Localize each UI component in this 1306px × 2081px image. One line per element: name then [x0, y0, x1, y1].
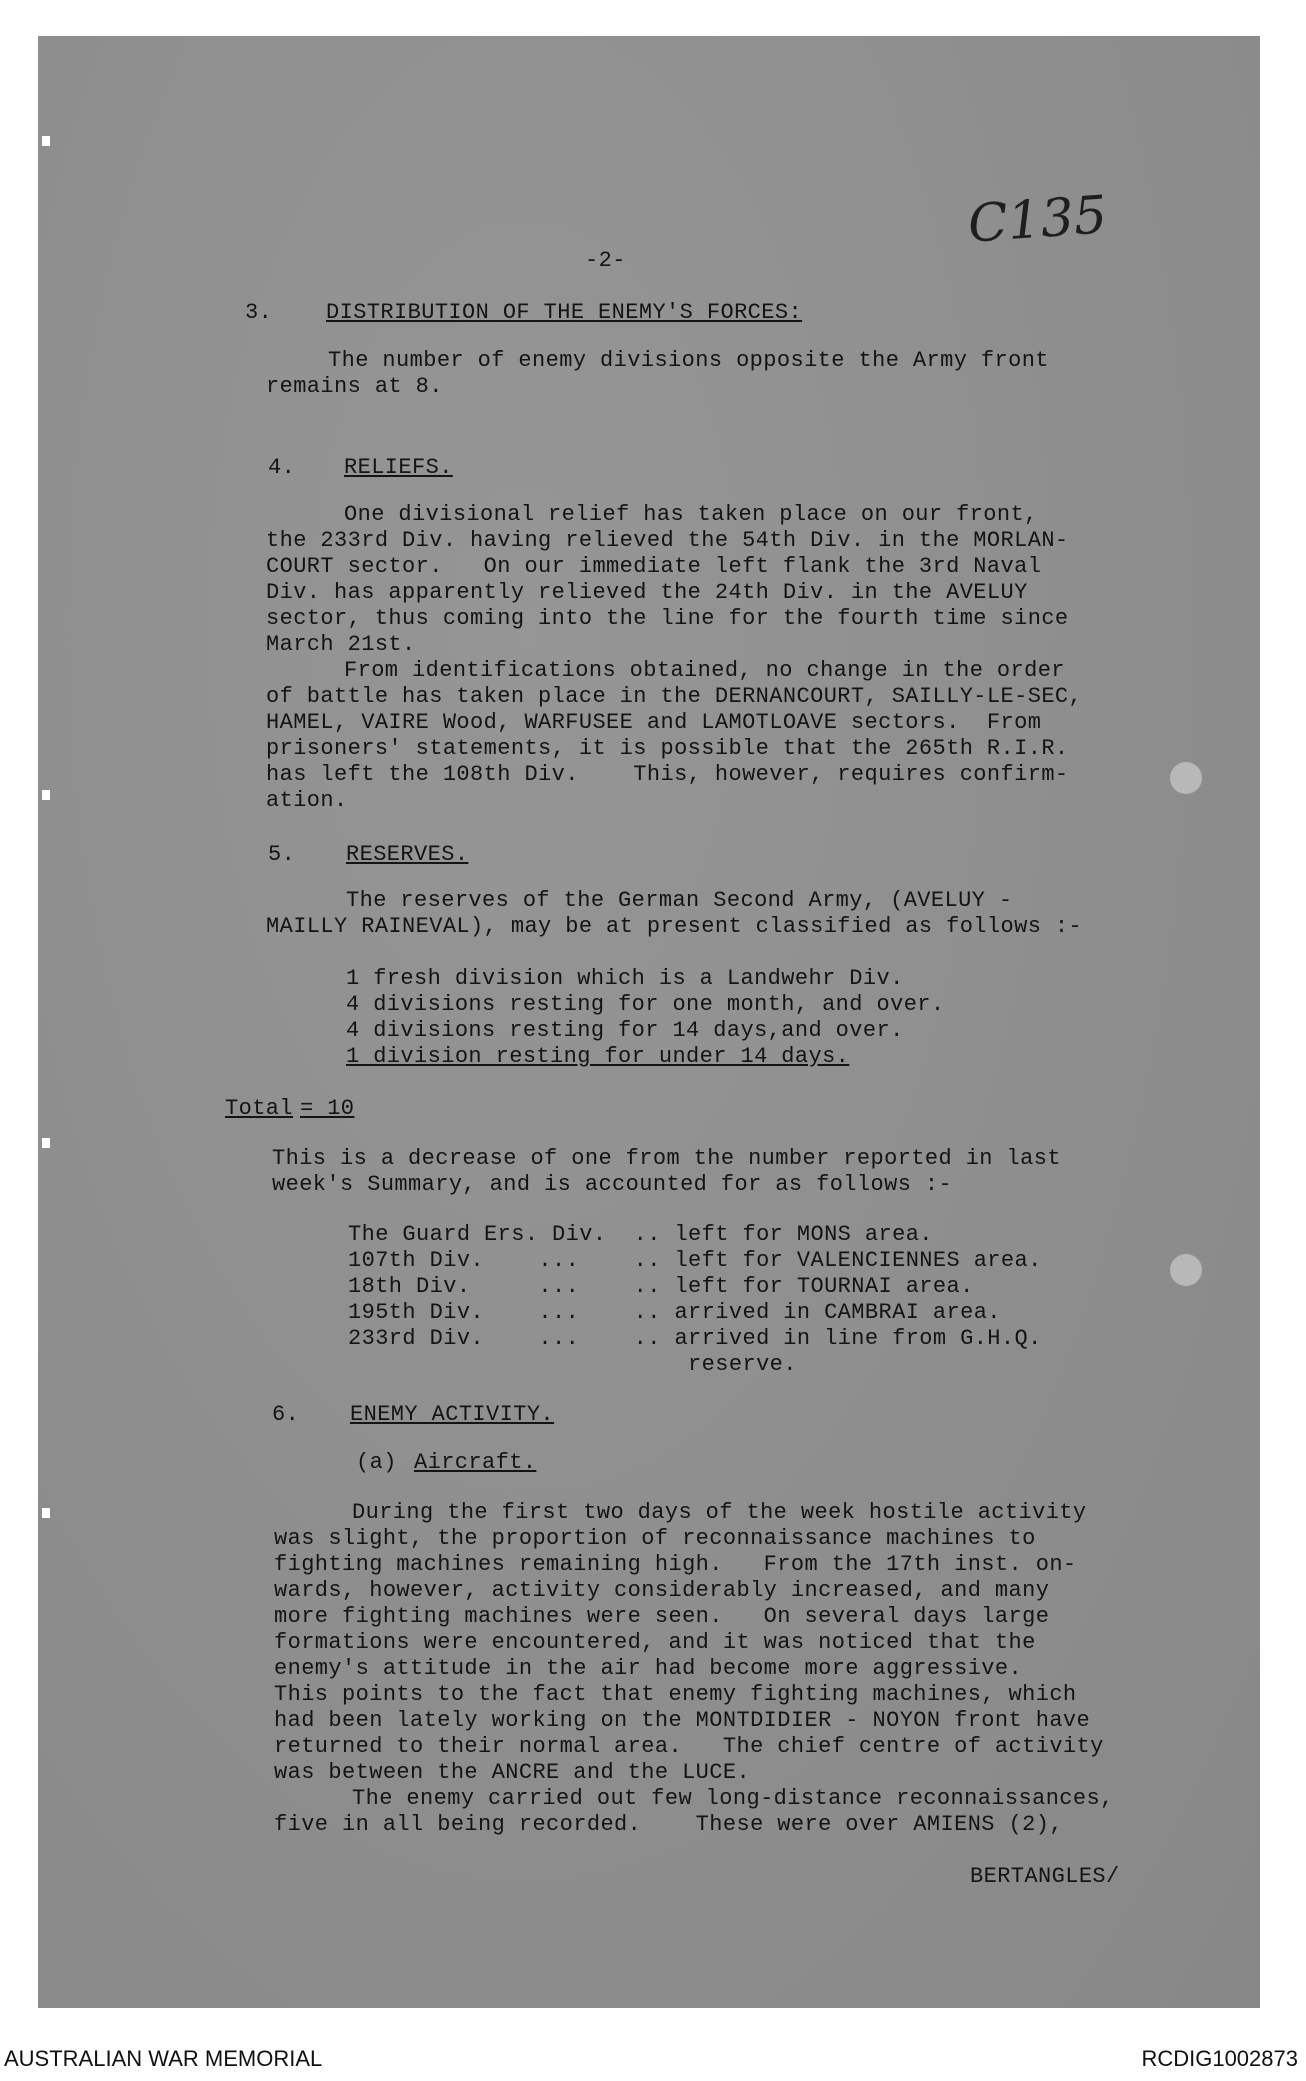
paragraph-line: remains at 8.: [266, 374, 443, 399]
edge-tear: [42, 1138, 50, 1148]
paragraph-line: week's Summary, and is accounted for as follows :-: [272, 1172, 953, 1197]
movement-line: The Guard Ers. Div. .. left for MONS area.: [348, 1222, 933, 1247]
punch-hole-top: [1170, 762, 1202, 794]
edge-tear: [42, 136, 50, 146]
catchword: BERTANGLES/: [970, 1864, 1120, 1889]
paragraph-line: This is a decrease of one from the number reported in last: [272, 1146, 1061, 1171]
section-heading: ENEMY ACTIVITY.: [350, 1402, 555, 1427]
paragraph-line: of battle has taken place in the DERNANCOURT, SAILLY-LE-SEC,: [266, 684, 1083, 709]
section-number: 5.: [268, 842, 296, 867]
paragraph-line: COURT sector. On our immediate left flank the 3rd Naval: [266, 554, 1042, 579]
handwritten-reference: C135: [966, 185, 1109, 255]
paragraph-line: MAILLY RAINEVAL), may be at present classified as follows :-: [266, 914, 1083, 939]
paragraph-line: more fighting machines were seen. On several days large: [274, 1604, 1050, 1629]
paragraph-line: Div. has apparently relieved the 24th Div. in the AVELUY: [266, 580, 1028, 605]
paragraph-line: five in all being recorded. These were over AMIENS (2),: [274, 1812, 1063, 1837]
section-heading: RESERVES.: [346, 842, 469, 867]
movement-line: 107th Div. ... .. left for VALENCIENNES area.: [348, 1248, 1042, 1273]
movement-line: 233rd Div. ... .. arrived in line from G.H.Q.: [348, 1326, 1042, 1351]
paragraph-line: enemy's attitude in the air had become more aggressive.: [274, 1656, 1023, 1681]
subsection-label: (a): [356, 1450, 397, 1475]
movement-line: reserve.: [348, 1352, 797, 1377]
paragraph-line: HAMEL, VAIRE Wood, WARFUSEE and LAMOTLOAVE sectors. From: [266, 710, 1042, 735]
paragraph-line: The enemy carried out few long-distance reconnaissances,: [352, 1786, 1114, 1811]
subsection-heading: Aircraft.: [414, 1450, 537, 1475]
list-item: 1 fresh division which is a Landwehr Div.: [346, 966, 904, 991]
paragraph-line: During the first two days of the week hostile activity: [352, 1500, 1087, 1525]
total-value: = 10: [300, 1096, 355, 1121]
paragraph-line: the 233rd Div. having relieved the 54th Div. in the MORLAN-: [266, 528, 1069, 553]
paragraph-line: The reserves of the German Second Army, (AVELUY -: [346, 888, 1013, 913]
footer-record-id: RCDIG1002873: [1141, 2046, 1298, 2071]
list-item: 1 division resting for under 14 days.: [346, 1044, 850, 1069]
paragraph-line: was slight, the proportion of reconnaissance machines to: [274, 1526, 1036, 1551]
paragraph-line: prisoners' statements, it is possible that the 265th R.I.R.: [266, 736, 1069, 761]
edge-tear: [42, 1508, 50, 1518]
movement-line: 195th Div. ... .. arrived in CAMBRAI area.: [348, 1300, 1001, 1325]
section-number: 3.: [245, 300, 273, 325]
paragraph-line: From identifications obtained, no change in the order: [344, 658, 1065, 683]
paragraph-line: The number of enemy divisions opposite the Army front: [328, 348, 1049, 373]
edge-tear: [42, 790, 50, 800]
paragraph-line: formations were encountered, and it was noticed that the: [274, 1630, 1036, 1655]
paragraph-line: One divisional relief has taken place on our front,: [344, 502, 1038, 527]
movement-line: 18th Div. ... .. left for TOURNAI area.: [348, 1274, 974, 1299]
list-item: 4 divisions resting for 14 days,and over.: [346, 1018, 904, 1043]
paragraph-line: has left the 108th Div. This, however, requires confirm-: [266, 762, 1069, 787]
paragraph-line: had been lately working on the MONTDIDIER - NOYON front have: [274, 1708, 1091, 1733]
section-heading: DISTRIBUTION OF THE ENEMY'S FORCES:: [326, 300, 803, 325]
section-number: 6.: [272, 1402, 300, 1427]
paragraph-line: March 21st.: [266, 632, 416, 657]
footer-institution: AUSTRALIAN WAR MEMORIAL: [4, 2046, 323, 2071]
total-label: Total: [225, 1096, 294, 1121]
section-number: 4.: [268, 455, 296, 480]
punch-hole-bottom: [1170, 1254, 1202, 1286]
paragraph-line: fighting machines remaining high. From the 17th inst. on-: [274, 1552, 1077, 1577]
paragraph-line: was between the ANCRE and the LUCE.: [274, 1760, 751, 1785]
list-item: 4 divisions resting for one month, and over.: [346, 992, 945, 1017]
paragraph-line: sector, thus coming into the line for the fourth time since: [266, 606, 1069, 631]
page-number: -2-: [585, 248, 626, 273]
paragraph-line: This points to the fact that enemy fighting machines, which: [274, 1682, 1077, 1707]
paragraph-line: ation.: [266, 788, 348, 813]
paragraph-line: returned to their normal area. The chief centre of activity: [274, 1734, 1104, 1759]
section-heading: RELIEFS.: [344, 455, 453, 480]
paragraph-line: wards, however, activity considerably increased, and many: [274, 1578, 1050, 1603]
